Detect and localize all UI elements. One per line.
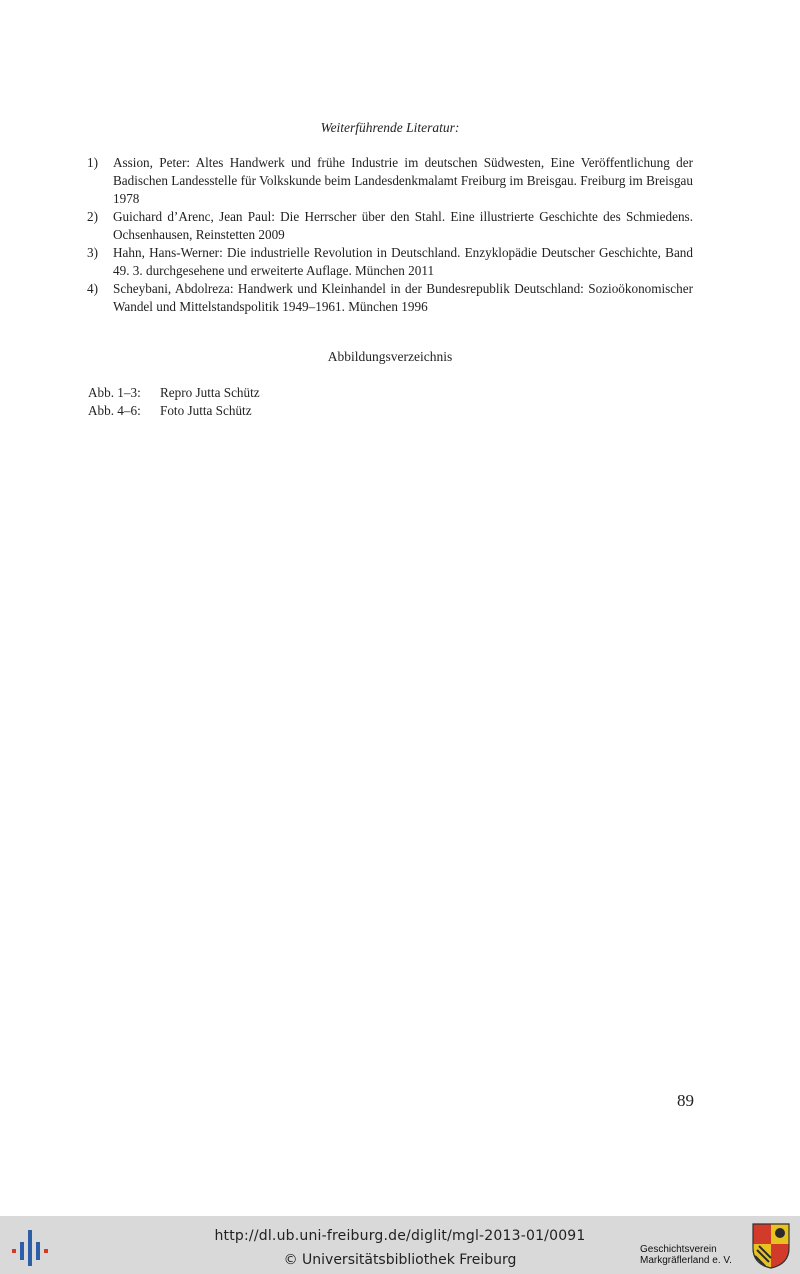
literature-item-text: Guichard d’Arenc, Jean Paul: Die Herrscher über den Stahl. Eine illustrierte Geschichte des Schmiedens. Ochsenhausen, Reinstetten 2009 (113, 209, 693, 242)
literature-item (87, 154, 693, 208)
literature-list (87, 154, 693, 316)
literature-item-text: Scheybani, Abdolreza: Handwerk und Kleinhandel in der Bundesrepublik Deutschland: Sozioökonomischer Wandel und Mittelstandspolitik 1949–1961. München 1996 (113, 281, 693, 314)
society-name-line2: Markgräflerland e. V. (640, 1255, 732, 1266)
society-name (640, 1244, 750, 1266)
page-number: 89 (677, 1091, 694, 1110)
figures-list (88, 384, 488, 420)
figure-credit-text: Repro Jutta Schütz (160, 385, 260, 400)
literature-item-text: Assion, Peter: Altes Handwerk und frühe Industrie im deutschen Südwesten, Eine Veröffentlichung der Badischen Landesstelle für Volkskunde beim Landesdenkmalamt Freiburg im Breisgau. Freiburg im Breisgau 1978 (113, 155, 693, 206)
literature-heading: Weiterführende Literatur: (320, 120, 460, 135)
footer-bar (0, 1216, 800, 1274)
coat-of-arms-icon (751, 1222, 791, 1270)
figure-credit-label: Abb. 4–6: (88, 403, 141, 418)
footer-copyright: © Universitätsbibliothek Freiburg (283, 1252, 517, 1268)
literature-item (87, 208, 693, 244)
society-name-line1: Geschichtsverein (640, 1244, 717, 1255)
figure-credit-row (88, 402, 488, 420)
literature-item (87, 280, 693, 316)
figures-heading: Abbildungsverzeichnis (327, 349, 453, 364)
figure-credit-label: Abb. 1–3: (88, 385, 141, 400)
literature-item-number: 4) (87, 281, 98, 296)
literature-item-number: 3) (87, 245, 98, 260)
literature-item (87, 244, 693, 280)
literature-item-text: Hahn, Hans-Werner: Die industrielle Revolution in Deutschland. Enzyklopädie Deutscher Geschichte, Band 49. 3. durchgesehene und erweiterte Auflage. München 2011 (113, 245, 693, 278)
literature-item-number: 1) (87, 155, 98, 170)
figure-credit-text: Foto Jutta Schütz (160, 403, 252, 418)
literature-item-number: 2) (87, 209, 98, 224)
footer-url-link[interactable]: http://dl.ub.uni-freiburg.de/diglit/mgl-2013-01/0091 (214, 1228, 586, 1244)
figure-credit-row (88, 384, 488, 402)
